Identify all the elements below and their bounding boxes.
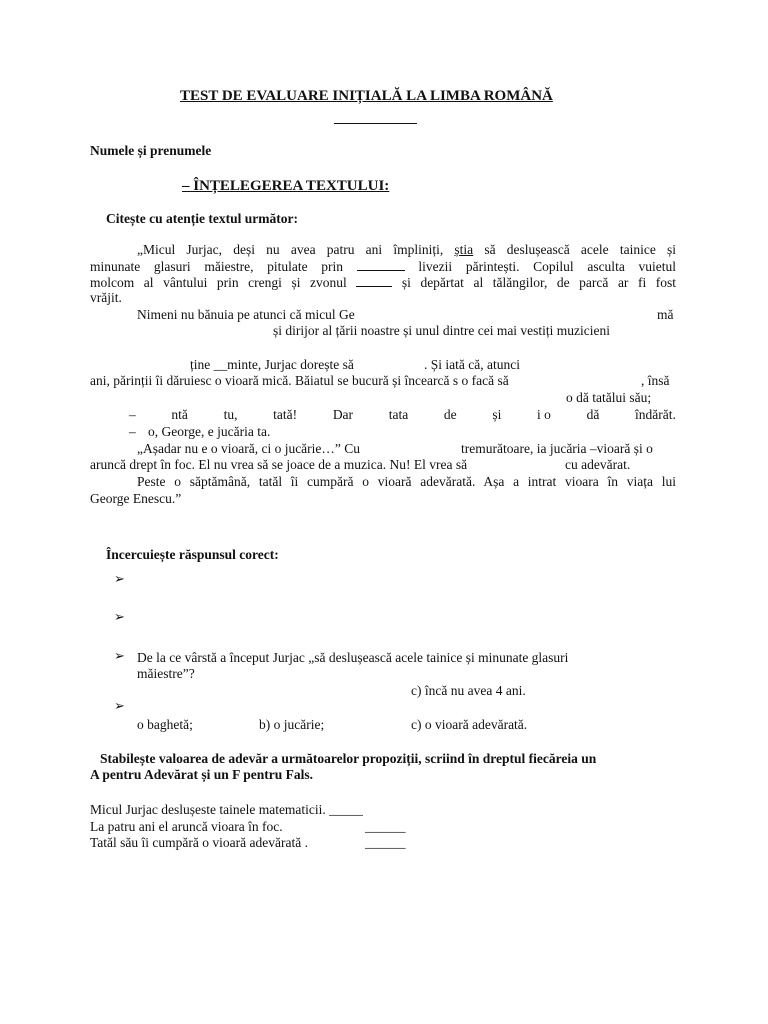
passage-line-12b: tremurătoare, ia jucăria –vioară și o — [461, 441, 653, 456]
passage-line-13b: cu adevărat. — [565, 457, 631, 472]
passage-text: și depărtat al tălăngilor, de parcă ar fi fost — [401, 275, 677, 290]
page-title: TEST DE EVALUARE INIȚIALĂ LA LIMBA ROMÂNĂ — [180, 88, 553, 104]
passage-line-8a: ani, părinții îi dăruiesc o vioară mică. Băiatul se bucură și încearcă s o facă să — [90, 373, 509, 388]
question-4-option-a: o baghetă; — [137, 717, 193, 732]
passage-line-5b: mă — [657, 307, 674, 322]
bullet-arrow-icon: ➢ — [114, 572, 125, 587]
truefalse-statement: La patru ani el aruncă vioara în foc. — [90, 819, 283, 834]
passage-word: îndărăt. — [635, 407, 676, 422]
passage-text: să deslușească acele tainice și — [484, 242, 676, 257]
underlined-word: știa — [454, 242, 474, 257]
passage-line-10 — [129, 407, 676, 423]
passage-word: tu, — [223, 407, 238, 422]
passage-line-15: George Enescu.” — [90, 491, 182, 506]
passage-line-7a: ține __minte, Jurjac dorește să — [190, 357, 354, 372]
passage-text: livezii părintești. Copilul asculta vuietul — [418, 259, 676, 274]
question-3-option-c: c) încă nu avea 4 ani. — [411, 683, 526, 698]
answer-blank: ______ — [365, 835, 406, 850]
passage-line-3 — [90, 274, 676, 291]
passage-line-11b: o, George, e jucăria ta. — [148, 424, 271, 439]
passage-line-14: Peste o săptămână, tatăl îi cumpără o vioară adevărată. Așa a intrat vioara în viața lui — [137, 474, 676, 489]
passage-word: tata — [388, 407, 409, 422]
passage-line-12a: „Așadar nu e o vioară, ci o jucărie…” Cu — [137, 441, 361, 456]
truefalse-instruction-line-2: A pentru Adevărat și un F pentru Fals. — [90, 767, 314, 782]
passage-word: și — [492, 407, 502, 422]
passage-line-9: o dă tatălui său; — [566, 390, 652, 405]
passage-word: dă — [586, 407, 600, 422]
reading-instruction: Citește cu atenție textul următor: — [106, 211, 298, 226]
passage-line-4: vrăjit. — [90, 290, 122, 305]
truefalse-instruction-line-1: Stabilește valoarea de adevăr a următoarelor propoziții, scriind în dreptul fiecăreia un — [100, 751, 597, 766]
passage-line-11a: – — [129, 424, 136, 439]
passage-word: – — [129, 407, 136, 422]
passage-word: de — [443, 407, 457, 422]
passage-line-7b: . Și iată că, atunci — [424, 357, 520, 372]
section-title — [90, 178, 389, 194]
passage-word: i o — [537, 407, 551, 422]
passage-text: minunate glasuri măiestre, pitulate prin — [90, 259, 344, 274]
question-4-option-b: b) o jucărie; — [259, 717, 325, 732]
quiz-instruction: Încercuiește răspunsul corect: — [106, 547, 279, 562]
passage-word: Dar — [332, 407, 354, 422]
passage-line-13a: aruncă drept în foc. El nu vrea să se joace de a muzica. Nu! El vrea să — [90, 457, 468, 472]
bullet-arrow-icon: ➢ — [114, 649, 125, 664]
passage-line-2 — [90, 258, 676, 275]
question-4-option-c: c) o vioară adevărată. — [411, 717, 528, 732]
passage-word: ntă — [171, 407, 188, 422]
question-3-line-2: măiestre”? — [137, 666, 195, 681]
bullet-arrow-icon: ➢ — [114, 699, 125, 714]
fill-blank — [356, 274, 392, 287]
passage-line-8b: , însă — [641, 373, 670, 388]
passage-line-5a: Nimeni nu bănuia pe atunci că micul Ge — [137, 307, 355, 322]
question-3-line-1: De la ce vârstă a început Jurjac „să deslușească acele tainice și minunate glasuri — [137, 650, 569, 665]
passage-word: tată! — [273, 407, 298, 422]
fill-blank — [357, 258, 405, 271]
bullet-arrow-icon: ➢ — [114, 610, 125, 625]
truefalse-statement: Tatăl său îi cumpără o vioară adevărată . — [90, 835, 308, 850]
passage-line-1 — [137, 242, 676, 258]
truefalse-statement: Micul Jurjac deslușeste tainele matematicii. _____ — [90, 802, 363, 817]
passage-text: „Micul Jurjac, deși nu avea patru ani împliniți, — [137, 242, 444, 257]
passage-text: molcom al vântului prin crengi și zvonul — [90, 275, 347, 290]
answer-blank: ______ — [365, 819, 406, 834]
name-label: Numele și prenumele — [90, 143, 212, 158]
title-underline-rule — [334, 123, 417, 124]
passage-line-6: și dirijor al țării noastre și unul dintre cei mai vestiți muzicieni — [273, 323, 611, 338]
section-title-text: – ÎNȚELEGEREA TEXTULUI: — [182, 178, 390, 194]
